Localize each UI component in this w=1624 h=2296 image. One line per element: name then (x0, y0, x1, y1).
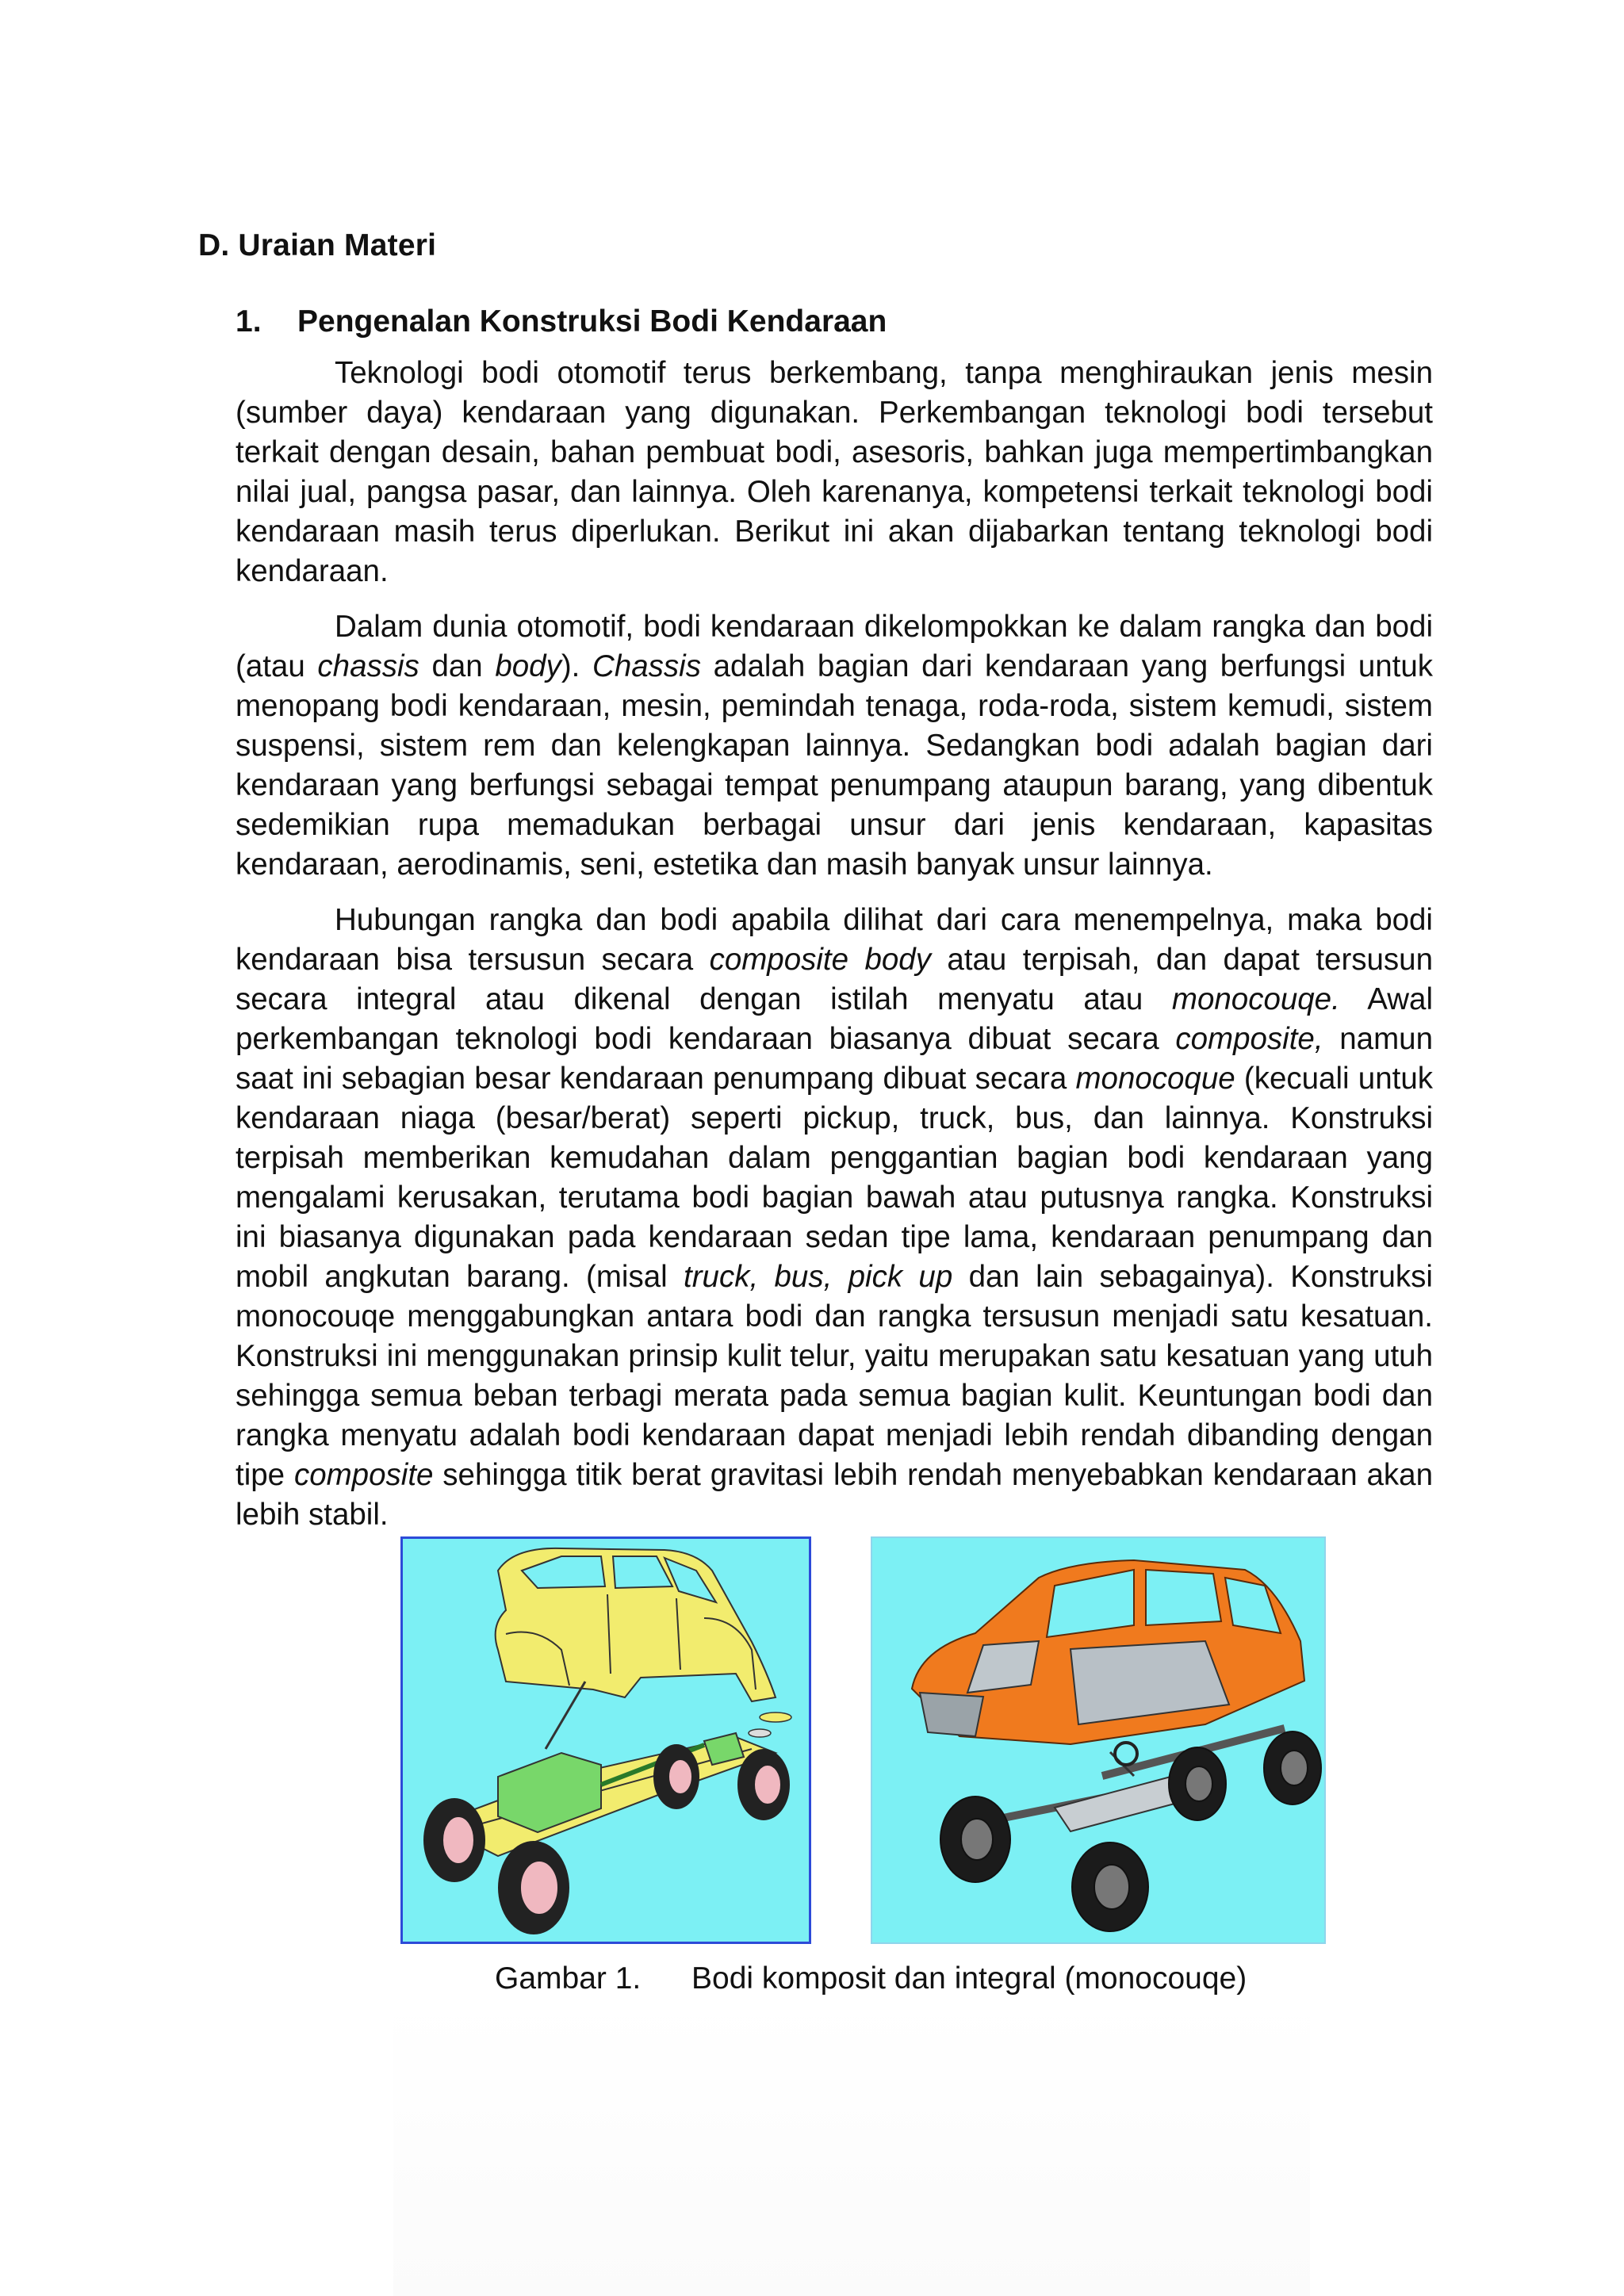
paragraph-3 (236, 901, 1433, 1535)
text-run: dan (419, 649, 496, 683)
subsection-number: 1. (236, 304, 262, 339)
text-run: Teknologi bodi otomotif terus berkembang, tanpa menghiraukan jenis mesin (sumber daya) kendaraan yang digunakan. Perkembangan teknologi bodi tersebut terkait dengan desain, bahan pembuat bodi, asesoris, bahkan juga mempertimbangkan nilai jual, pangsa pasar, dan lainnya. Oleh karenanya, kompetensi terkait teknologi bodi kendaraan masih terus diperlukan. Berikut ini akan dijabarkan tentang teknologi bodi kendaraan. (236, 356, 1433, 588)
monocoque-body-image (871, 1536, 1326, 1944)
italic-term: chassis (317, 649, 419, 683)
composite-body-illustration (403, 1539, 809, 1942)
text-run: atau terpisah, dan dapat tersusun secara integral atau dikenal dengan istilah menyatu atau (236, 943, 1434, 1016)
italic-term: composite body (709, 943, 931, 977)
composite-body-image (400, 1536, 811, 1944)
figure-caption (495, 1961, 1247, 1996)
text-run: sehingga titik berat gravitasi lebih rendah menyebabkan kendaraan akan lebih stabil. (236, 1458, 1433, 1532)
subsection-heading (236, 304, 887, 339)
text-run: (kecuali untuk kendaraan niaga (besar/berat) seperti pickup, truck, bus, dan lainnya. Konstruksi terpisah memberikan kemudahan dalam penggantian bagian bodi kendaraan yang mengalami kerusakan, terutama bodi bagian bawah atau putusnya rangka. Konstruksi ini biasanya digunakan pada kendaraan sedan tipe lama, kendaraan penumpang dan mobil angkutan barang. (misal (236, 1062, 1433, 1294)
text-run: dan lain sebagainya). Konstruksi monocouqe menggabungkan antara bodi dan rangka tersusun menjadi satu kesatuan. Konstruksi ini menggunakan prinsip kulit telur, yaitu merupakan satu kesatuan yang utuh sehingga semua beban terbagi merata pada semua bagian kulit. Keuntungan bodi dan rangka menyatu adalah bodi kendaraan dapat menjadi lebih rendah dibanding dengan tipe (236, 1260, 1433, 1492)
text-run: namun saat ini sebagian besar kendaraan penumpang dibuat secara (236, 1022, 1433, 1096)
paragraph-1 (236, 354, 1433, 591)
text-run: adalah bagian dari kendaraan yang berfungsi untuk menopang bodi kendaraan, mesin, pemindah tenaga, roda-roda, sistem kemudi, sistem suspensi, sistem rem dan kelengkapan lainnya. Sedangkan bodi adalah bagian dari kendaraan yang berfungsi sebagai tempat penumpang ataupun barang, yang dibentuk sedemikian rupa memadukan berbagai unsur dari jenis kendaraan, kapasitas kendaraan, aerodinamis, seni, estetika dan masih banyak unsur lainnya. (236, 649, 1433, 882)
paragraph-2 (236, 607, 1433, 885)
italic-term: body (495, 649, 561, 683)
italic-term: composite, (1175, 1022, 1323, 1056)
page-bottom-shade (393, 1998, 1310, 2296)
figure-caption-label: Gambar 1. (495, 1961, 642, 1996)
text-run: Hubungan rangka dan bodi apabila dilihat dari cara menempelnya, maka bodi kendaraan bisa tersusun secara (236, 903, 1433, 977)
text-run: ). (561, 649, 593, 683)
monocoque-body-illustration (872, 1538, 1324, 1942)
figure-caption-text: Bodi komposit dan integral (monocouqe) (691, 1961, 1247, 1996)
subsection-title: Pengenalan Konstruksi Bodi Kendaraan (297, 304, 887, 339)
italic-term: composite (293, 1458, 434, 1492)
italic-term: Chassis (592, 649, 701, 683)
italic-term: monocouqe. (1171, 982, 1340, 1016)
italic-term: truck, bus, pick up (684, 1260, 953, 1294)
text-run: Dalam dunia otomotif, bodi kendaraan dikelompokkan ke dalam rangka dan bodi (atau (236, 610, 1433, 683)
section-title: D. Uraian Materi (198, 228, 437, 262)
italic-term: monocoque (1075, 1062, 1235, 1096)
body-text (236, 354, 1433, 1535)
text-run: Awal perkembangan teknologi bodi kendaraan biasanya dibuat secara (236, 982, 1434, 1056)
